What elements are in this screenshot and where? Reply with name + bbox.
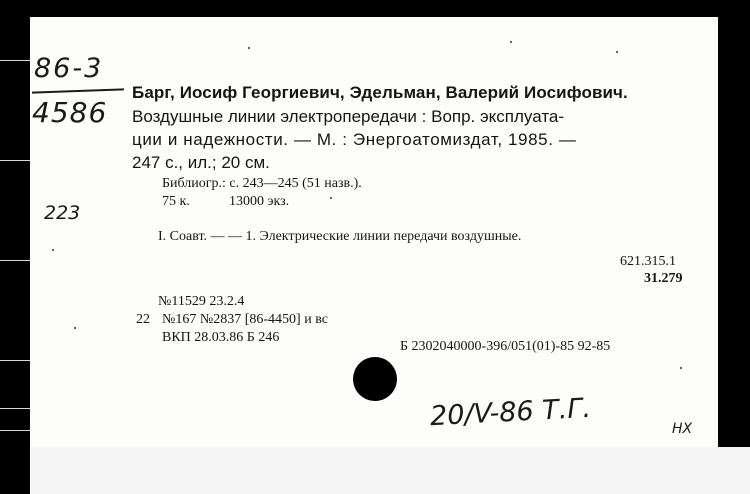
entry-title-line-1: Воздушные линии электропередачи : Вопр. эксплуата- bbox=[132, 107, 565, 126]
handwritten-margin-mark: 223 bbox=[44, 202, 81, 224]
entry-title-line-3: 247 с., ил.; 20 см. bbox=[132, 153, 270, 172]
service-code: Б 2302040000-396/051(01)-85 92-85 bbox=[400, 339, 611, 354]
entry-print-run: 13000 экз. bbox=[229, 194, 290, 209]
speck bbox=[680, 367, 682, 369]
bbk-index: 31.279 bbox=[644, 271, 683, 286]
speck bbox=[248, 47, 250, 49]
udc-index: 621.315.1 bbox=[620, 254, 676, 269]
entry-bibliography: Библиогр.: с. 243—245 (51 назв.). bbox=[162, 176, 362, 191]
entry-title-line-2: ции и надежности. — М. : Энергоатомиздат, 1985. — bbox=[132, 130, 577, 149]
handwritten-shelf-code: 86-3 bbox=[34, 53, 104, 84]
entry-heading: Барг, Иосиф Георгиевич, Эдельман, Валерий Иосифович. bbox=[132, 83, 628, 102]
speck bbox=[510, 41, 512, 43]
speck bbox=[330, 197, 332, 199]
entry-price: 75 к. bbox=[162, 194, 190, 209]
scan-right-edge bbox=[718, 0, 750, 447]
handwritten-inventory-number: 4586 bbox=[32, 96, 108, 129]
service-line-2: №167 №2837 [86-4450] и вс bbox=[162, 312, 328, 327]
service-line-1: №11529 23.2.4 bbox=[158, 294, 245, 309]
handwritten-underline bbox=[32, 88, 124, 93]
catalog-card bbox=[30, 17, 718, 447]
speck bbox=[616, 51, 618, 53]
scan-left-edge bbox=[0, 0, 30, 494]
service-line-3: ВКП 28.03.86 Б 246 bbox=[162, 330, 280, 345]
handwritten-date-note: 20/V-86 Т.Г. bbox=[429, 392, 592, 433]
punch-hole bbox=[353, 357, 397, 401]
entry-subjects: I. Соавт. — — 1. Электрические линии передачи воздушные. bbox=[158, 229, 522, 244]
service-line-2-prefix: 22 bbox=[136, 312, 150, 327]
scan-bottom-margin bbox=[0, 447, 750, 494]
speck bbox=[52, 249, 54, 251]
handwritten-corner-note: НХ bbox=[672, 421, 693, 437]
speck bbox=[74, 327, 76, 329]
